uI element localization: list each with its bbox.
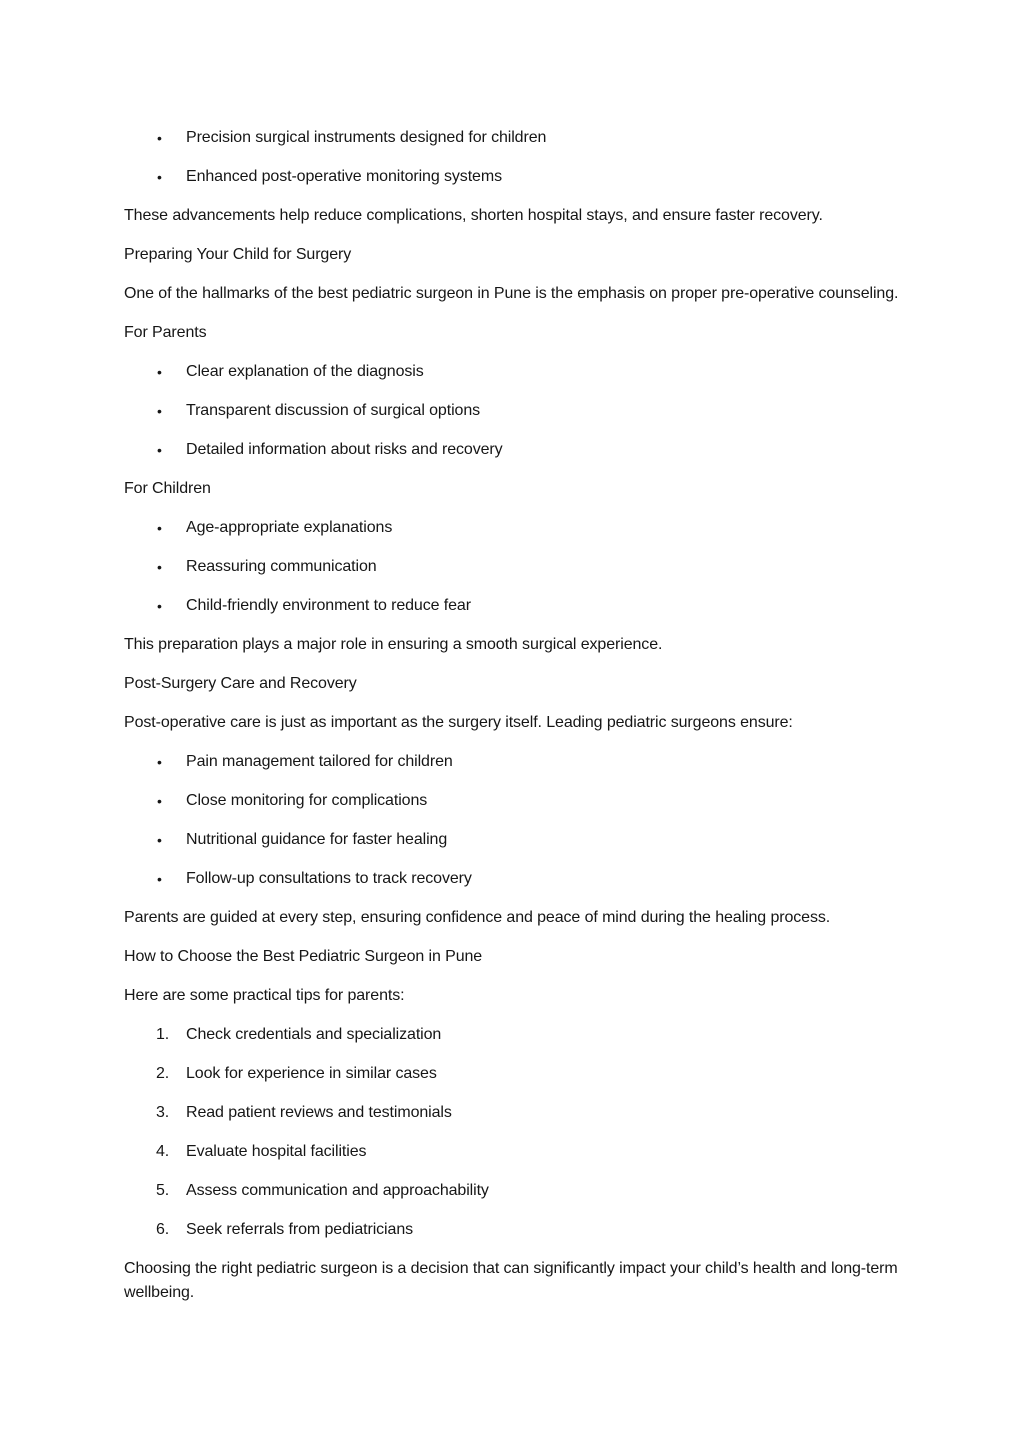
bullet-text: Reassuring communication bbox=[186, 558, 377, 575]
heading-post-surgery: Post-Surgery Care and Recovery bbox=[124, 675, 357, 692]
bullet-text: Child-friendly environment to reduce fear bbox=[186, 597, 471, 614]
list-number: 5. bbox=[156, 1182, 170, 1199]
bullet-icon: • bbox=[157, 520, 162, 536]
numbered-text: Assess communication and approachability bbox=[186, 1182, 489, 1199]
bullet-item bbox=[124, 399, 899, 423]
paragraph-closing: Choosing the right pediatric surgeon is a decision that can significantly impact your child’s health and long-term wellbeing. bbox=[124, 1260, 898, 1301]
bullet-text: Transparent discussion of surgical options bbox=[186, 402, 481, 419]
bullet-item bbox=[124, 828, 899, 852]
numbered-text: Seek referrals from pediatricians bbox=[186, 1221, 414, 1238]
bullet-item bbox=[124, 516, 899, 540]
numbered-text: Look for experience in similar cases bbox=[186, 1065, 437, 1082]
numbered-text: Check credentials and specialization bbox=[186, 1026, 442, 1043]
bullet-text: Nutritional guidance for faster healing bbox=[186, 831, 448, 848]
bullet-text: Age-appropriate explanations bbox=[186, 519, 393, 536]
bullet-item bbox=[124, 360, 899, 384]
bullet-text: Detailed information about risks and recovery bbox=[186, 441, 503, 458]
numbered-item bbox=[124, 1218, 899, 1242]
bullet-item bbox=[124, 165, 899, 189]
bullet-icon: • bbox=[157, 130, 162, 146]
bullet-icon: • bbox=[157, 793, 162, 809]
bullet-icon: • bbox=[157, 832, 162, 848]
numbered-item bbox=[124, 1101, 899, 1125]
list-number: 1. bbox=[156, 1026, 170, 1043]
bullet-item bbox=[124, 555, 899, 579]
paragraph-post-surgery-summary: Parents are guided at every step, ensuring confidence and peace of mind during the healing process. bbox=[124, 909, 831, 926]
paragraph-preparing-intro: One of the hallmarks of the best pediatric surgeon in Pune is the emphasis on proper pre-operative counseling. bbox=[124, 285, 899, 302]
bullet-item bbox=[124, 126, 899, 150]
paragraph-post-surgery-intro: Post-operative care is just as important as the surgery itself. Leading pediatric surgeons ensure: bbox=[124, 714, 793, 731]
paragraph-advancements-summary: These advancements help reduce complications, shorten hospital stays, and ensure faster recovery. bbox=[124, 207, 823, 224]
numbered-item bbox=[124, 1062, 899, 1086]
bullet-text: Precision surgical instruments designed for children bbox=[186, 129, 547, 146]
bullet-item bbox=[124, 594, 899, 618]
bullet-text: Follow-up consultations to track recovery bbox=[186, 870, 472, 887]
numbered-item bbox=[124, 1179, 899, 1203]
list-number: 6. bbox=[156, 1221, 170, 1238]
bullet-icon: • bbox=[157, 754, 162, 770]
bullet-icon: • bbox=[157, 871, 162, 887]
paragraph-preparation-summary: This preparation plays a major role in ensuring a smooth surgical experience. bbox=[124, 636, 663, 653]
heading-for-children: For Children bbox=[124, 480, 211, 497]
bullet-text: Pain management tailored for children bbox=[186, 753, 453, 770]
numbered-text: Read patient reviews and testimonials bbox=[186, 1104, 452, 1121]
bullet-text: Enhanced post-operative monitoring systems bbox=[186, 168, 502, 185]
bullet-item bbox=[124, 438, 899, 462]
bullet-text: Clear explanation of the diagnosis bbox=[186, 363, 424, 380]
numbered-item bbox=[124, 1140, 899, 1164]
bullet-item bbox=[124, 750, 899, 774]
bullet-icon: • bbox=[157, 403, 162, 419]
numbered-text: Evaluate hospital facilities bbox=[186, 1143, 367, 1160]
bullet-icon: • bbox=[157, 442, 162, 458]
bullet-text: Close monitoring for complications bbox=[186, 792, 428, 809]
bullet-icon: • bbox=[157, 559, 162, 575]
list-number: 4. bbox=[156, 1143, 170, 1160]
heading-preparing-your-child: Preparing Your Child for Surgery bbox=[124, 246, 352, 263]
bullet-icon: • bbox=[157, 169, 162, 185]
bullet-item bbox=[124, 867, 899, 891]
bullet-item bbox=[124, 789, 899, 813]
bullet-icon: • bbox=[157, 364, 162, 380]
list-number: 3. bbox=[156, 1104, 170, 1121]
heading-for-parents: For Parents bbox=[124, 324, 207, 341]
list-number: 2. bbox=[156, 1065, 170, 1082]
numbered-item bbox=[124, 1023, 899, 1047]
bullet-icon: • bbox=[157, 598, 162, 614]
paragraph-tips-intro: Here are some practical tips for parents: bbox=[124, 987, 405, 1004]
heading-how-to-choose: How to Choose the Best Pediatric Surgeon in Pune bbox=[124, 948, 483, 965]
